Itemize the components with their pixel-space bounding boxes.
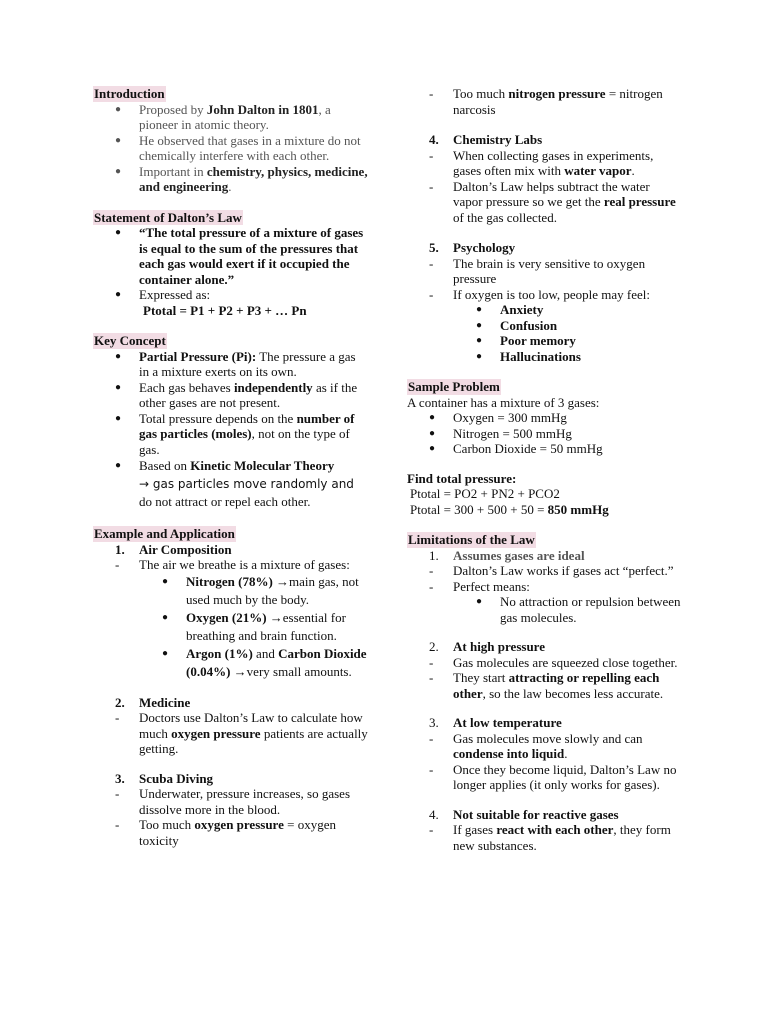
numbered-item: 2. Medicine	[115, 694, 191, 710]
psychology	[407, 240, 682, 364]
symptom-list	[407, 302, 682, 364]
list-item: ● Oxygen (21%) →essential for breathing and brain function.	[93, 609, 368, 645]
list-item: - Dalton’s Law helps subtract the water vapor pressure so we get the real pressure of the gas collected.	[407, 179, 682, 226]
section-heading: Sample Problem	[408, 379, 500, 394]
list-item: - Gas molecules are squeezed close together.	[407, 655, 682, 671]
section-heading: Example and Application	[94, 526, 235, 541]
list-item: - Gas molecules move slowly and can condense into liquid.	[407, 731, 682, 762]
numbered-item: 4. Chemistry Labs	[429, 132, 543, 147]
list-item: ● Expressed as:	[93, 287, 368, 303]
left-column	[93, 86, 368, 863]
numbered-item: 3. Scuba Diving	[115, 770, 214, 786]
numbered-item: 2. At high pressure	[429, 639, 545, 654]
statement-section	[93, 210, 368, 319]
numbered-item: 5. Psychology	[429, 240, 516, 255]
scuba-continued	[407, 86, 682, 117]
ideal-list	[407, 594, 682, 625]
dash-list	[93, 786, 368, 848]
list-item: - The air we breathe is a mixture of gases:	[93, 557, 368, 573]
list-item: ● Based on Kinetic Molecular Theory → gas particles move randomly and do not attract or repel each other.	[93, 457, 368, 511]
list-item: ● Proposed by John Dalton in 1801, a pioneer in atomic theory.	[93, 102, 368, 133]
list-item: ● Each gas behaves independently as if the other gases are not present.	[93, 380, 368, 411]
key-concept-section	[93, 333, 368, 511]
example-section	[93, 526, 368, 848]
list-item: ● He observed that gases in a mixture do not chemically interfere with each other.	[93, 133, 368, 164]
dash-list	[407, 256, 682, 303]
numbered-item: 4. Not suitable for reactive gases	[429, 806, 619, 822]
list-item: - They start attracting or repelling each other, so the law becomes less accurate.	[407, 670, 682, 701]
formula-result: Ptotal = 300 + 500 + 50 = 850 mmHg	[410, 501, 609, 517]
list-item: - Doctors use Dalton’s Law to calculate how much oxygen pressure patients are actually getting.	[93, 710, 368, 757]
sample-problem-section	[407, 379, 682, 517]
section-heading: Statement of Dalton’s Law	[94, 209, 242, 225]
list-item: - Too much nitrogen pressure = nitrogen narcosis	[407, 86, 682, 117]
list-item: ● No attraction or repulsion between gas molecules.	[407, 594, 682, 625]
section-heading: Introduction	[94, 86, 165, 101]
chemistry-labs	[407, 132, 682, 225]
formula: Ptotal = PO2 + PN2 + PCO2	[410, 486, 560, 501]
dash-list	[407, 563, 682, 594]
formula: Ptotal = P1 + P2 + P3 + … Pn	[143, 302, 307, 318]
right-column	[407, 86, 682, 868]
list-item: ● Nitrogen = 500 mmHg	[407, 426, 682, 442]
numbered-item: 1. Assumes gases are ideal	[429, 547, 585, 563]
list-item: ● Oxygen = 300 mmHg	[407, 410, 682, 426]
list-item: - Dalton’s Law works if gases act “perfect.”	[407, 563, 682, 579]
limitations-section	[407, 532, 682, 853]
list-item: ● Hallucinations	[407, 349, 682, 365]
sample-intro: A container has a mixture of 3 gases:	[407, 394, 600, 410]
numbered-item: 1. Air Composition	[115, 541, 232, 557]
list-item: ● Carbon Dioxide = 50 mmHg	[407, 441, 682, 457]
list-item: ● Partial Pressure (Pi): The pressure a gas in a mixture exerts on its own.	[93, 349, 368, 380]
dash-list	[407, 148, 682, 226]
list-item: - When collecting gases in experiments, gases often mix with water vapor.	[407, 148, 682, 179]
gas-list	[407, 410, 682, 457]
statement-list	[93, 225, 368, 303]
introduction-section	[93, 86, 368, 195]
find-label: Find total pressure:	[407, 470, 517, 486]
list-item: ● “The total pressure of a mixture of gases is equal to the sum of the pressures that each gas would exert if it occupied the container alone.”	[93, 225, 368, 287]
list-item: - The brain is very sensitive to oxygen pressure	[407, 256, 682, 287]
intro-list	[93, 102, 368, 195]
dash-list	[407, 822, 682, 853]
dash-list	[93, 557, 368, 573]
key-list	[93, 349, 368, 512]
dash-list	[93, 710, 368, 757]
list-item: - If gases react with each other, they form new substances.	[407, 822, 682, 853]
list-item: ● Argon (1%) and Carbon Dioxide (0.04%) →very small amounts.	[93, 645, 368, 681]
dash-list	[407, 655, 682, 702]
list-item: ● Poor memory	[407, 333, 682, 349]
dash-list	[407, 731, 682, 793]
list-item: - Perfect means:	[407, 579, 682, 595]
section-heading: Limitations of the Law	[408, 532, 535, 547]
list-item: ● Confusion	[407, 318, 682, 334]
list-item: ● Total pressure depends on the number of gas particles (moles), not on the type of gas.	[93, 411, 368, 458]
list-item: - Once they become liquid, Dalton’s Law no longer applies (it only works for gases).	[407, 762, 682, 793]
air-gases-list	[93, 573, 368, 681]
list-item: ● Anxiety	[407, 302, 682, 318]
list-item: - Underwater, pressure increases, so gases dissolve more in the blood.	[93, 786, 368, 817]
list-item: - Too much oxygen pressure = oxygen toxicity	[93, 817, 368, 848]
section-heading: Key Concept	[94, 333, 166, 348]
list-item: ● Important in chemistry, physics, medicine, and engineering.	[93, 164, 368, 195]
list-item: ● Nitrogen (78%) →main gas, not used much by the body.	[93, 573, 368, 609]
list-item: - If oxygen is too low, people may feel:	[407, 287, 682, 303]
numbered-item: 3. At low temperature	[429, 715, 562, 730]
dash-list	[407, 86, 682, 117]
